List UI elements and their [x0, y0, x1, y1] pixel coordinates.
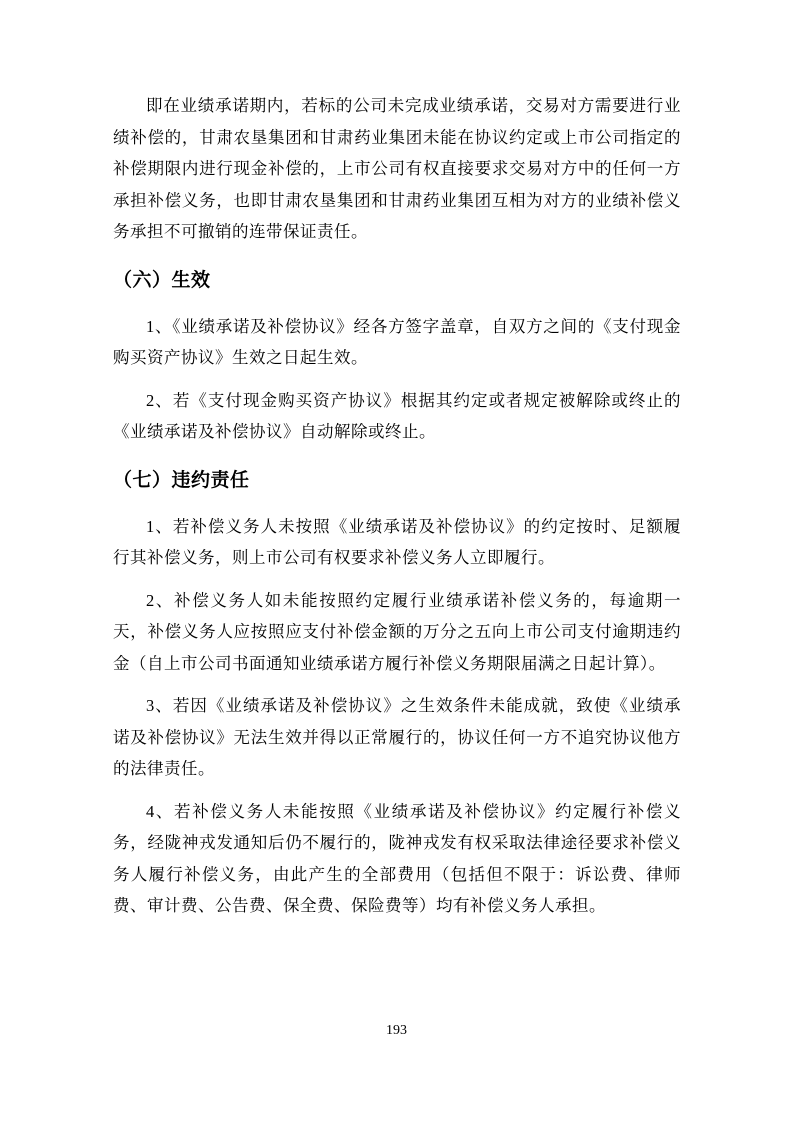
page-number: 193: [386, 1023, 407, 1038]
section-7-item-2: 2、补偿义务人如未能按照约定履行业绩承诺补偿义务的，每逾期一天，补偿义务人应按照应支付补偿金额的万分之五向上市公司支付逾期违约金（自上市公司书面通知业绩承诺方履行补偿义务期限届满之日起计算）。: [113, 590, 681, 673]
paragraph-intro: 即在业绩承诺期内，若标的公司未完成业绩承诺，交易对方需要进行业绩补偿的，甘肃农垦集团和甘肃药业集团未能在协议约定或上市公司指定的补偿期限内进行现金补偿的，上市公司有权直接要求交易对方中的任何一方承担补偿义务，也即甘肃农垦集团和甘肃药业集团互相为对方的业绩补偿义务承担不可撤销的连带保证责任。: [113, 96, 681, 241]
section-7-item-1: 1、若补偿义务人未按照《业绩承诺及补偿协议》的约定按时、足额履行其补偿义务，则上市公司有权要求补偿义务人立即履行。: [113, 516, 681, 567]
section-7-heading: （七）违约责任: [113, 469, 250, 491]
section-6-item-1: 1、《业绩承诺及补偿协议》经各方签字盖章，自双方之间的《支付现金购买资产协议》生效之日起生效。: [113, 316, 681, 367]
section-7-item-3: 3、若因《业绩承诺及补偿协议》之生效条件未能成就，致使《业绩承诺及补偿协议》无法生效并得以正常履行的，协议任何一方不追究协议他方的法律责任。: [113, 696, 681, 778]
section-6-heading: （六）生效: [113, 269, 211, 291]
document-body: [113, 90, 681, 933]
section-6-item-2: 2、若《支付现金购买资产协议》根据其约定或者规定被解除或终止的《业绩承诺及补偿协议》自动解除或终止。: [113, 390, 681, 441]
section-7-item-4: 4、若补偿义务人未能按照《业绩承诺及补偿协议》约定履行补偿义务，经陇神戎发通知后仍不履行的，陇神戎发有权采取法律途径要求补偿义务人履行补偿义务，由此产生的全部费用（包括但不限于：诉讼费、律师费、审计费、公告费、保全费、保险费等）均有补偿义务人承担。: [113, 801, 681, 915]
